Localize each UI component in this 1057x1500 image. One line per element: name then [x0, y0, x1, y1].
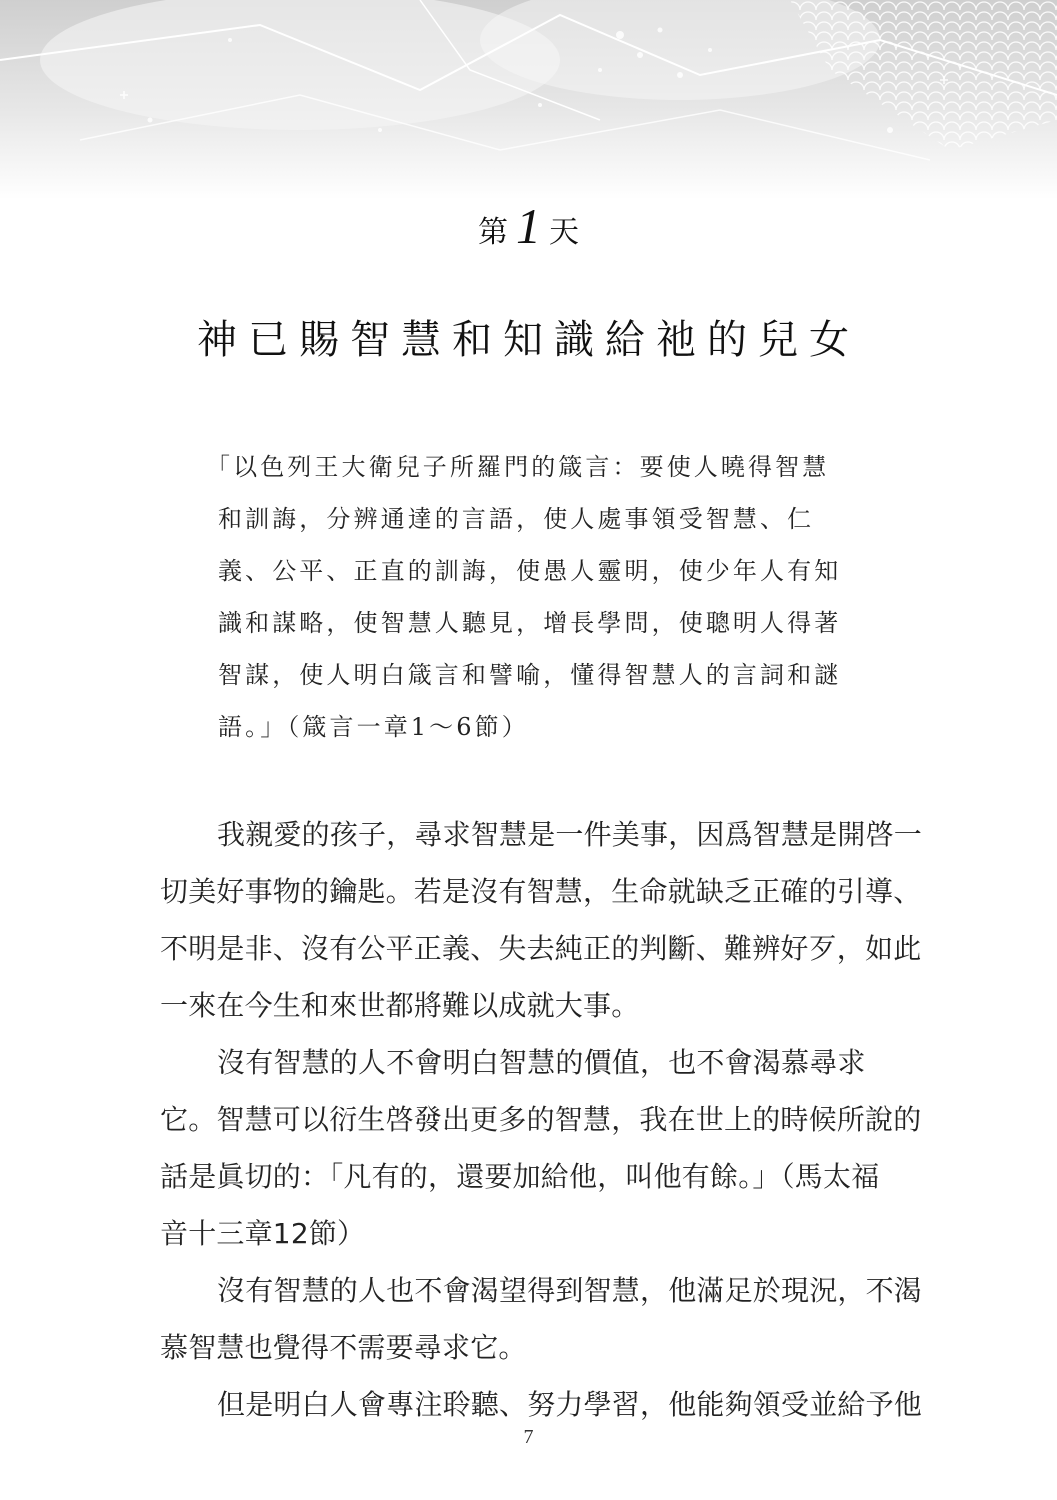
- scripture-line: 識和謀略，使智慧人聽見，增長學問，使聰明人得著: [218, 609, 842, 637]
- body-line: 沒有智慧的人不會明白智慧的價值，也不會渴慕尋求: [217, 1046, 866, 1079]
- header-decoration: [0, 0, 1057, 200]
- body-line: 話是眞切的：「凡有的，還要加給他，叫他有餘。」（馬太福: [160, 1160, 880, 1193]
- scripture-quote: [206, 450, 908, 762]
- body-line: 但是明白人會專注聆聽、努力學習，他能夠領受並給予他: [217, 1388, 923, 1421]
- body-line: 不明是非、沒有公平正義、失去純正的判斷、難辨好歹，如此: [160, 932, 922, 965]
- body-line: 切美好事物的鑰匙。若是沒有智慧，生命就缺乏正確的引導、: [160, 875, 922, 908]
- scripture-line: 和訓誨，分辨通達的言語，使人處事領受智慧、仁: [218, 505, 815, 533]
- scripture-line: 語。」（箴言一章1～6節）: [218, 713, 529, 741]
- body-line: 音十三章12節）: [160, 1217, 366, 1250]
- day-number: 1: [516, 198, 541, 254]
- scripture-line: 義、公平、正直的訓誨，使愚人靈明，使少年人有知: [218, 557, 842, 585]
- day-suffix: 天: [549, 215, 579, 250]
- day-prefix: 第: [478, 215, 508, 250]
- body-line: 沒有智慧的人也不會渴望得到智慧，他滿足於現況，不渴: [217, 1274, 923, 1307]
- body-line: 一來在今生和來世都將難以成就大事。: [160, 989, 640, 1022]
- chapter-title: 神已賜智慧和知識給祂的兒女: [197, 317, 860, 363]
- body-line: 它。智慧可以衍生啓發出更多的智慧，我在世上的時候所說的: [160, 1103, 922, 1136]
- scripture-line: 「以色列王大衛兒子所羅門的箴言：要使人曉得智慧: [206, 453, 830, 481]
- day-heading: [0, 200, 1057, 258]
- scripture-line: 智謀，使人明白箴言和譬喻，懂得智慧人的言詞和謎: [218, 661, 842, 689]
- page-number: 7: [523, 1426, 534, 1448]
- body-line: 我親愛的孩子，尋求智慧是一件美事，因爲智慧是開啓一: [217, 818, 923, 851]
- body-line: 慕智慧也覺得不需要尋求它。: [160, 1331, 527, 1364]
- body-text: [160, 815, 950, 1442]
